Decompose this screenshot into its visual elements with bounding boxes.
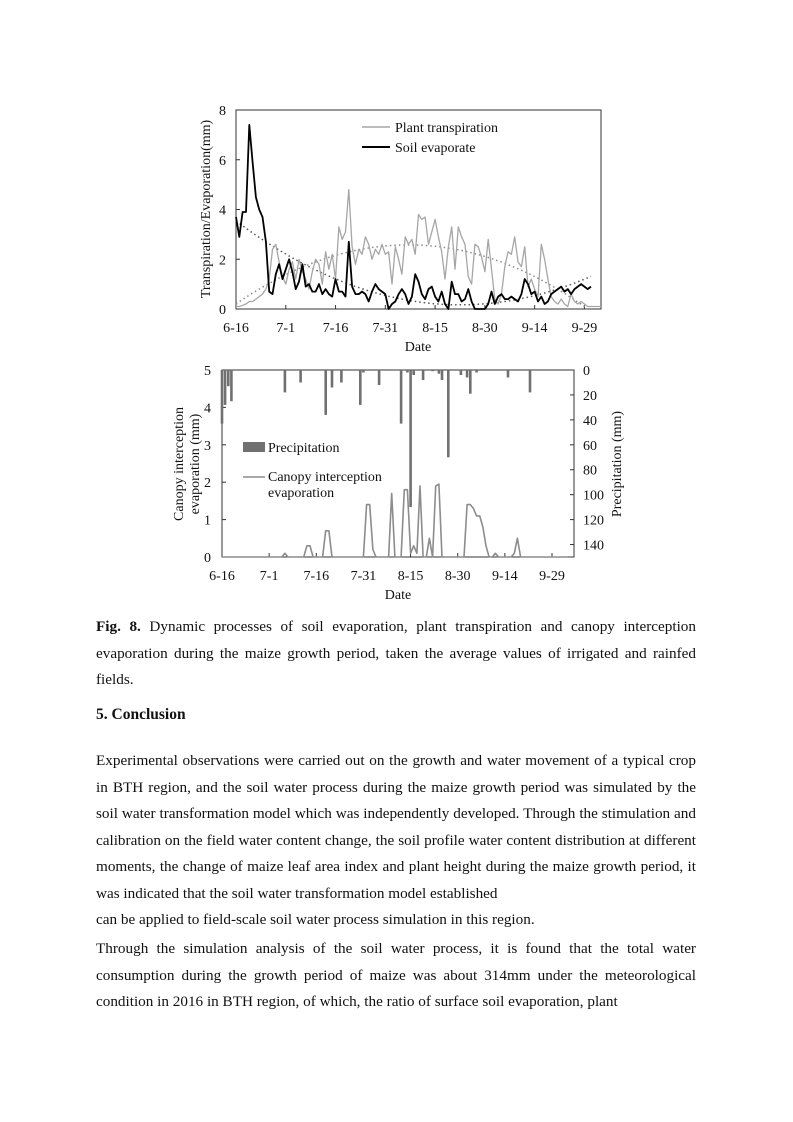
bottom-y-tick-right-label: 40 (583, 413, 597, 429)
top-y-tick-label: 8 (219, 104, 226, 119)
bottom-y-tick-right-label: 140 (583, 538, 604, 554)
precipitation-bar (475, 370, 478, 373)
bottom-legend (243, 441, 382, 501)
bottom-y-axis-label-left-line1: Canopy interception (172, 407, 187, 521)
bottom-y-tick-left-label: 4 (204, 401, 211, 417)
bottom-y-tick-right-label: 20 (583, 388, 597, 404)
legend-soil-evaporate-label: Soil evaporate (395, 141, 476, 156)
precipitation-bar (529, 370, 532, 392)
bottom-y-tick-right-label: 120 (583, 513, 604, 529)
precipitation-bar (469, 370, 472, 394)
bottom-x-tick-label: 7-16 (303, 569, 330, 584)
bottom-chart (172, 364, 625, 603)
precipitation-bar (422, 370, 425, 380)
figure-caption-text: Dynamic processes of soil evaporation, plant transpiration and canopy interception evaporation during the maize growth period, taken the average values of irrigated and rainfed fields. (96, 618, 696, 688)
top-x-tick-label: 8-30 (472, 321, 498, 336)
bottom-y-ticks-right (570, 364, 604, 554)
precipitation-bar (230, 370, 233, 401)
precipitation-bar (460, 370, 463, 375)
bottom-x-tick-label: 7-31 (350, 569, 377, 584)
bottom-x-tick-label: 9-14 (492, 569, 518, 584)
top-y-tick-label: 6 (219, 153, 226, 169)
precipitation-bar (340, 370, 343, 383)
paragraph-1 (96, 748, 696, 934)
precipitation-bar (359, 370, 362, 405)
plant-transpiration-trend-line (236, 245, 588, 309)
precipitation-bar (362, 370, 365, 373)
legend-precipitation-swatch (243, 442, 265, 452)
bottom-x-tick-label: 8-15 (397, 569, 424, 584)
paragraph-1-body: Experimental observations were carried out on the growth and water movement of a typical crop in BTH region, and the soil water process during the maize growth period was simulated by the soil water transformation model which was independently developed. Through the stimulation and calibration on the field water content change, the soil profile water content distribution at different moments, the change of maize leaf area index and plant height during the maize growth period, it was indicated that the soil water transformation model established (96, 752, 696, 902)
precipitation-bar (466, 370, 469, 378)
bottom-x-tick-label: 8-30 (444, 569, 471, 584)
precipitation-bar (227, 370, 230, 386)
precipitation-bar (507, 370, 510, 378)
top-x-tick-label: 9-29 (571, 321, 598, 336)
top-x-tick-label: 6-16 (223, 321, 249, 336)
bottom-y-axis-label-left-line2: evaporation (mm) (188, 413, 203, 515)
precipitation-bar (284, 370, 287, 392)
bottom-y-tick-left-label: 2 (204, 476, 211, 492)
precipitation-bar (378, 370, 381, 385)
top-y-tick-label: 2 (219, 253, 226, 269)
top-y-tick-label: 0 (219, 303, 226, 318)
bottom-y-tick-left-label: 0 (204, 551, 211, 566)
top-x-tick-label: 8-15 (422, 321, 448, 336)
bottom-y-tick-right-label: 100 (583, 488, 604, 504)
bottom-y-tick-right-label: 80 (583, 463, 597, 479)
precipitation-bar (299, 370, 302, 383)
top-x-ticks (223, 305, 597, 336)
bottom-x-tick-label: 9-29 (539, 569, 565, 584)
paragraph-1-last-line: can be applied to field-scale soil water process simulation in this region. (96, 911, 535, 928)
bottom-x-axis-label: Date (384, 588, 412, 603)
top-y-ticks (219, 104, 240, 318)
precipitation-bar (438, 370, 441, 374)
precipitation-bar (412, 370, 415, 375)
bottom-y-tick-left-label: 1 (204, 513, 211, 529)
top-y-axis-label: Transpiration/Evaporation(mm) (199, 119, 214, 299)
top-x-tick-label: 9-14 (521, 321, 548, 336)
precipitation-bar (221, 370, 224, 424)
top-legend (362, 121, 498, 156)
precipitation-bar (400, 370, 403, 424)
figure-label: Fig. 8. (96, 618, 141, 635)
top-chart (199, 104, 601, 355)
bottom-y-tick-left-label: 3 (204, 438, 211, 454)
top-x-tick-label: 7-1 (276, 321, 296, 336)
precipitation-bar (331, 370, 334, 388)
precipitation-bar (324, 370, 327, 415)
legend-canopy-label-line1: Canopy interception (268, 470, 382, 485)
precipitation-bar (441, 370, 444, 380)
figure-caption (96, 614, 696, 694)
section-heading: 5. Conclusion (96, 706, 186, 723)
plant-transpiration-line (236, 190, 601, 307)
legend-precipitation-label: Precipitation (268, 441, 340, 456)
precipitation-bar (409, 370, 412, 507)
paragraph-2: Through the simulation analysis of the soil water process, it is found that the total water consumption during the growth period of maize was about 314mm under the meteorological condition in 2016 in BTH region, of which, the ratio of surface soil evaporation, plant (96, 940, 696, 1010)
bottom-x-tick-label: 7-1 (259, 569, 279, 584)
legend-canopy-label-line2: evaporation (268, 486, 335, 501)
bottom-x-tick-label: 6-16 (209, 569, 235, 584)
bottom-y-tick-right-label: 60 (583, 438, 597, 454)
precipitation-bar (431, 370, 434, 371)
bottom-y-tick-left-label: 5 (204, 364, 211, 379)
top-x-tick-label: 7-31 (372, 321, 399, 336)
legend-plant-transpiration-label: Plant transpiration (395, 121, 499, 136)
top-x-tick-label: 7-16 (322, 321, 349, 336)
precipitation-bar (447, 370, 450, 457)
top-x-axis-label: Date (404, 340, 432, 355)
precipitation-bar (224, 370, 227, 405)
top-plot-area (236, 110, 601, 309)
precipitation-bar (406, 370, 409, 373)
top-y-tick-label: 4 (219, 203, 226, 219)
bottom-y-axis-label-right: Precipitation (mm) (610, 410, 625, 518)
bottom-plot-area (222, 370, 574, 557)
bottom-y-tick-right-label: 0 (583, 364, 590, 379)
